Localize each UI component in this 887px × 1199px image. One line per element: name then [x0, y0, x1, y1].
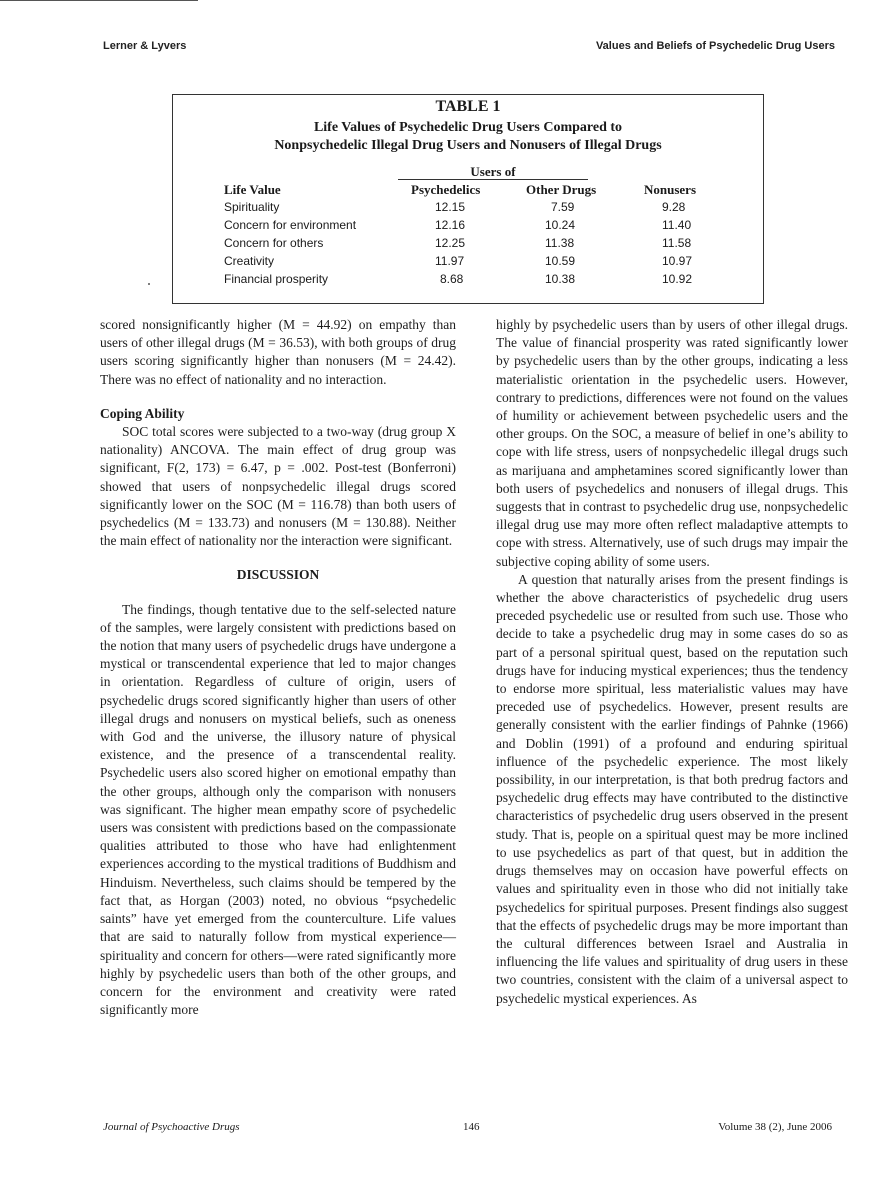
paragraph: The findings, though tentative due to the self-selected nature of the samples, were largely consistent with predictions based on the notion that many users of psychedelic drugs have undergone a mystical or transcendental experience that led to major changes in orientation. Regardless of culture of origin, users of psychedelic drugs scored significantly higher than users of other illegal drugs and nonusers on mystical beliefs, such as oneness with God and the universe, the illusory nature of physical existence, and the presence of a transcendental reality. Psychedelic users also scored higher on emotional empathy than the other groups, although only the comparison with nonusers was significant. The higher mean empathy score of psychedelic users was consistent with predictions based on the compassionate qualities attributed to those who have had enlightenment experiences according to the mystical traditions of Buddhism and Hinduism. Nevertheless, such claims should be tempered by the fact that, as Horgan (2003) noted, no obvious “psychedelic saints” have yet emerged from the counterculture. Life values that are said to naturally follow from mystical experience—spirituality and concern for others—were rated significantly more highly by psychedelic users than both of the other groups, and concern for the environment and creativity were rated significantly more — [100, 601, 456, 1018]
column-header-other-drugs: Other Drugs — [526, 182, 597, 197]
row-label: Concern for others — [224, 236, 324, 250]
cell-psychedelics: 8.68 — [440, 272, 464, 286]
footer-page-number: 146 — [463, 1121, 480, 1133]
row-label: Concern for environment — [224, 218, 357, 232]
row-label: Creativity — [224, 254, 275, 268]
table-1 — [172, 94, 764, 304]
column-header-life-value: Life Value — [224, 182, 281, 197]
table-row — [173, 236, 763, 254]
cell-other-drugs: 10.38 — [545, 272, 576, 286]
cell-nonusers: 11.40 — [662, 218, 692, 232]
cell-nonusers: 10.97 — [662, 254, 693, 268]
cell-psychedelics: 12.16 — [435, 218, 466, 232]
table-row — [173, 272, 763, 290]
table-caption-line1: Life Values of Psychedelic Drug Users Compared to — [313, 120, 623, 135]
table-row — [173, 218, 763, 236]
cell-nonusers: 10.92 — [662, 272, 693, 286]
row-label: Spirituality — [224, 200, 280, 214]
footer-journal: Journal of Psychoactive Drugs — [103, 1121, 240, 1133]
cell-other-drugs: 11.38 — [545, 236, 575, 250]
stray-mark — [148, 283, 150, 285]
cell-nonusers: 9.28 — [662, 200, 686, 214]
table-caption-line2: Nonpsychedelic Illegal Drug Users and Nonusers of Illegal Drugs — [274, 138, 662, 153]
row-label: Financial prosperity — [224, 272, 329, 286]
footer-volume: Volume 38 (2), June 2006 — [718, 1121, 832, 1133]
text-column-right — [496, 316, 848, 1008]
cell-nonusers: 11.58 — [662, 236, 692, 250]
section-heading-discussion: DISCUSSION — [236, 567, 320, 583]
paragraph: highly by psychedelic users than by users of other illegal drugs. The value of financial prosperity was rated significantly lower by psychedelic users than by the other groups, indicating a less materialistic orientation in the psychedelic users. However, contrary to predictions, differences were not found on the values of humility or achievement between psychedelic users and the other groups. On the SOC, a measure of belief in one’s ability to cope with life stress, users of nonpsychedelic illegal drugs such as marijuana and amphetamines scored significantly lower than both users of psychedelics and nonusers of illegal drugs. This suggests that in contrast to psychedelic drug use, nonpsychedelic illegal drug use may more often reflect maladaptive attempts to cope with stress. Alternatively, use of such drugs may impair the subjective coping ability of some users. — [496, 317, 848, 569]
paragraph: SOC total scores were subjected to a two-way (drug group X nationality) ANCOVA. The main effect of drug group was significant, F(2, 173) = 6.47, p = .002. Post-test (Bonferroni) showed that users of nonpsychedelic illegal drugs scored significantly lower on the SOC (M = 116.78) than both users of psychedelics (M = 133.73) and nonusers (M = 130.88). Neither the main effect of nationality nor the interaction were significant. — [100, 424, 456, 549]
cell-other-drugs: 10.59 — [545, 254, 576, 268]
paragraph: scored nonsignificantly higher (M = 44.92) on empathy than users of other illegal drugs (M = 36.53), with both groups of drug users scoring significantly higher than nonusers (M = 24.42). There was no effect of nationality and no interaction. — [100, 317, 456, 387]
column-header-nonusers: Nonusers — [644, 182, 697, 197]
table-row — [173, 200, 763, 218]
cell-psychedelics: 12.25 — [435, 236, 466, 250]
cell-psychedelics: 12.15 — [435, 200, 466, 214]
table-number: TABLE 1 — [435, 98, 501, 115]
table-row — [173, 254, 763, 272]
paragraph: A question that naturally arises from the present findings is whether the above characteristics of psychedelic drug users preceded psychedelic use or resulted from such use. Those who decide to take a psychedelic drug may in some cases do so as part of a personal spiritual quest, based on the reputation such drugs have for inducing mystical experiences; thus the tendency to endorse more spiritual, less materialistic values may have preceded use of psychedelics. However, present results are generally consistent with the earlier findings of Pahnke (1966) and Doblin (1991) of a profound and enduring spiritual influence of the psychedelic experience. The most likely possibility, in our interpretation, is that both predrug factors and psychedelic drug effects may have contributed to the distinctive characteristics of psychedelic drug users observed in the present study. That is, people on a spiritual quest may be more inclined to use psychedelics as part of that quest, but in addition the drugs themselves may on occasion have powerful effects on values and spirituality even in those who did not initially take psychedelics for spiritual purposes. Present findings also suggest that the effects of psychedelic drugs may be more important than the cultural differences between Israel and Australia in influencing the life values and spirituality of drug users in these two countries, consistent with the claim of a universal aspect to psychedelic mystical experiences. As — [496, 571, 848, 1006]
text-column-left — [100, 316, 456, 1019]
column-header-psychedelics: Psychedelics — [411, 182, 481, 197]
running-header-title: Values and Beliefs of Psychedelic Drug Users — [595, 40, 835, 52]
running-header-authors: Lerner & Lyvers — [103, 40, 187, 52]
cell-psychedelics: 11.97 — [435, 254, 465, 268]
cell-other-drugs: 7.59 — [551, 200, 575, 214]
cell-other-drugs: 10.24 — [545, 218, 576, 232]
top-rule — [0, 0, 198, 1]
section-heading-coping-ability: Coping Ability — [100, 405, 185, 421]
table-group-header: Users of — [398, 165, 588, 180]
